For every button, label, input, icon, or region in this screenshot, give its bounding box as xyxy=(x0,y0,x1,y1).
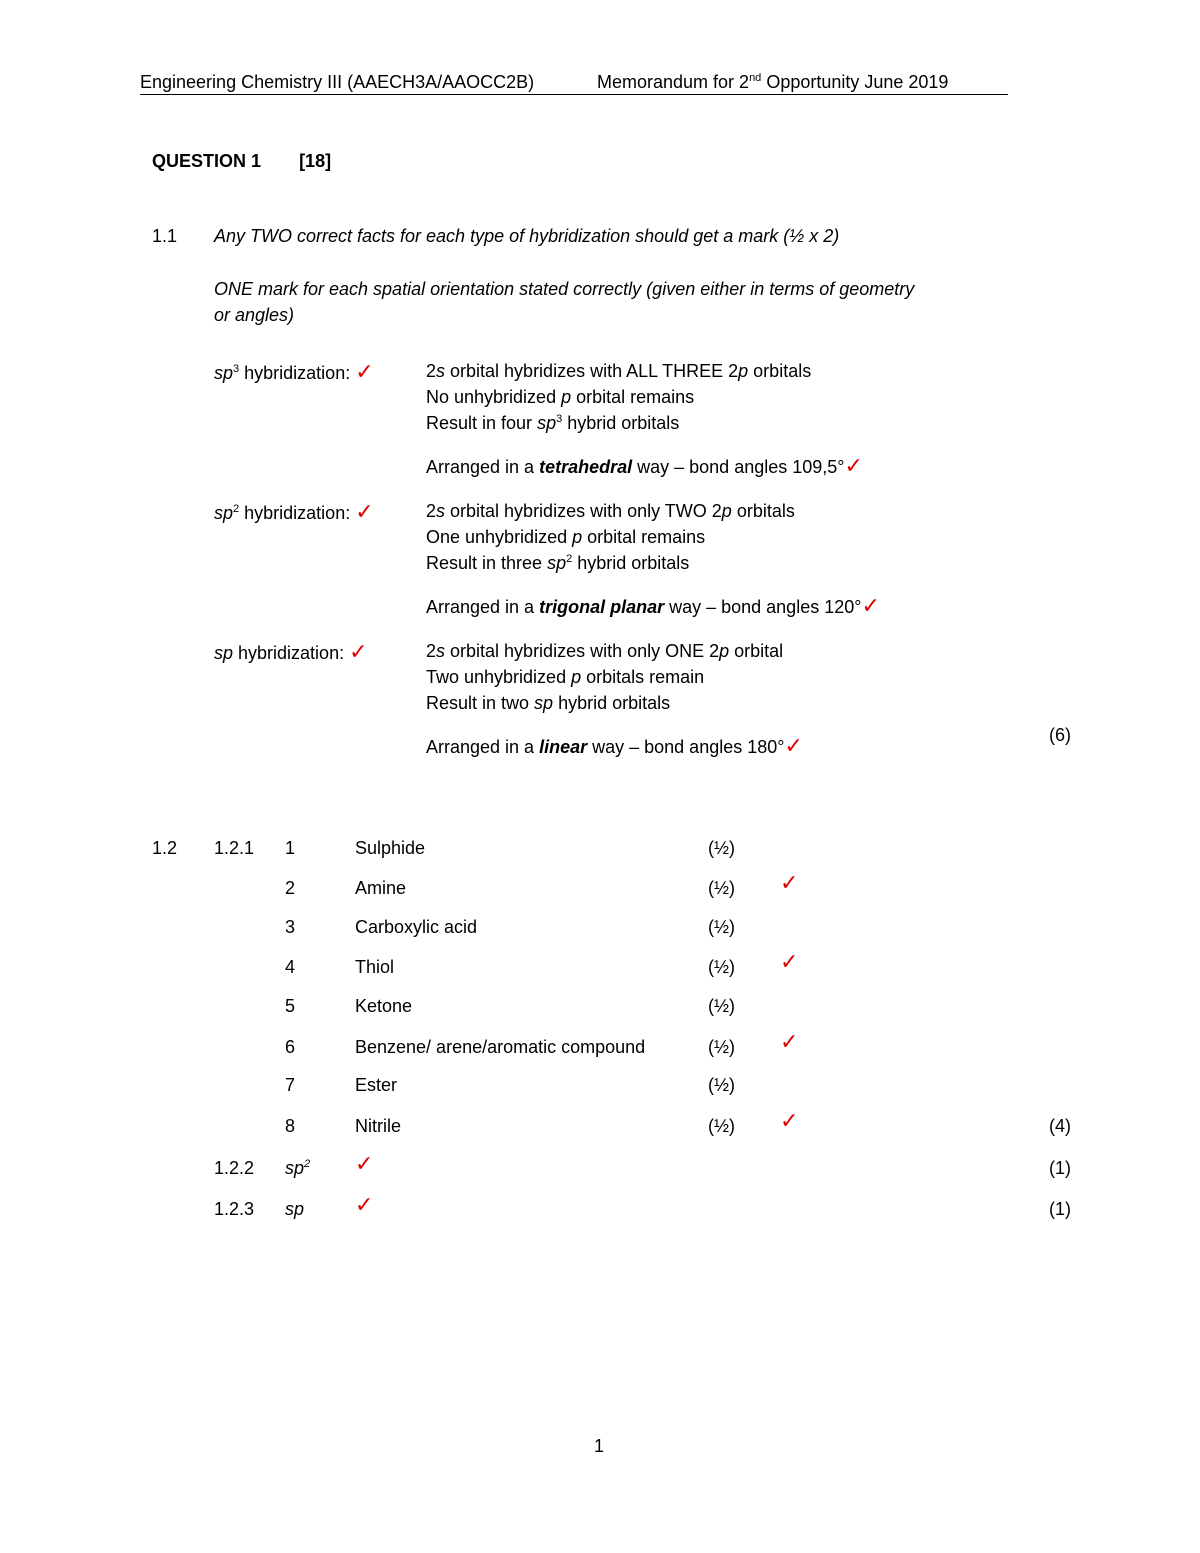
hybridization-fact: 2s orbital hybridizes with ALL THREE 2p orbitals xyxy=(426,361,812,381)
item-number: 4 xyxy=(285,957,296,977)
item-mark: (½) xyxy=(708,1037,735,1057)
item-name: Nitrile xyxy=(355,1116,402,1136)
q1-2-1-number: 1.2.1 xyxy=(214,838,255,858)
item-name: Amine xyxy=(355,878,407,898)
hybridization-fact: No unhybridized p orbital remains xyxy=(426,387,695,407)
page-header xyxy=(140,72,1008,96)
item-name: Sulphide xyxy=(355,838,426,858)
check-icon: ✓ xyxy=(355,1192,374,1217)
question-marks: [18] xyxy=(299,151,332,171)
item-mark: (½) xyxy=(708,996,735,1016)
q1-2-3-answer: sp xyxy=(285,1199,305,1219)
hybridization-geometry: Arranged in a tetrahedral way – bond angles 109,5°✓ xyxy=(426,453,863,478)
item-name: Ketone xyxy=(355,996,413,1016)
item-name: Thiol xyxy=(355,957,395,977)
item-number: 8 xyxy=(285,1116,296,1136)
item-mark: (½) xyxy=(708,957,735,977)
q1-1-instruction-2a: ONE mark for each spatial orientation stated correctly (given either in terms of geometry xyxy=(214,279,915,299)
hybridization-label: $sp^3$ hybridization: ✓ xyxy=(214,359,374,384)
page-number: 1 xyxy=(594,1436,605,1456)
q1-2-2-total: (1) xyxy=(1049,1158,1071,1178)
question-title: QUESTION 1 [18] xyxy=(152,151,332,171)
q1-2-1-total: (4) xyxy=(1049,1116,1071,1136)
item-number: 1 xyxy=(285,838,296,858)
check-icon: ✓ xyxy=(355,1151,374,1176)
hybridization-fact: 2s orbital hybridizes with only TWO 2p orbitals xyxy=(426,501,795,521)
hybridization-geometry: Arranged in a linear way – bond angles 180°✓ xyxy=(426,733,803,758)
q1-2-3-total: (1) xyxy=(1049,1199,1071,1219)
hybridization-fact: Result in four $sp^3$ hybrid orbitals xyxy=(426,413,680,433)
check-icon: ✓ xyxy=(349,639,368,664)
item-mark: (½) xyxy=(708,878,735,898)
header-rule xyxy=(140,94,1008,95)
item-name: Ester xyxy=(355,1075,398,1095)
q1-2-3-number: 1.2.3 xyxy=(214,1199,255,1219)
item-name: Benzene/ arene/aromatic compound xyxy=(355,1037,646,1057)
item-number: 5 xyxy=(285,996,296,1016)
check-icon: ✓ xyxy=(780,1108,799,1133)
q1-2-2-number: 1.2.2 xyxy=(214,1158,255,1178)
check-icon: ✓ xyxy=(844,453,863,478)
hybridization-fact: Result in three $sp^2$ hybrid orbitals xyxy=(426,553,690,573)
check-icon: ✓ xyxy=(780,870,799,895)
q1-1-instruction-2b: or angles) xyxy=(214,305,295,325)
check-icon: ✓ xyxy=(780,1029,799,1054)
hybridization-fact: Two unhybridized p orbitals remain xyxy=(426,667,705,687)
course-title: Engineering Chemistry III (AAECH3A/AAOCC2B) xyxy=(140,72,535,92)
hybridization-label: $sp^2$ hybridization: ✓ xyxy=(214,499,374,524)
check-icon: ✓ xyxy=(780,949,799,974)
q1-1-number: 1.1 xyxy=(152,226,178,246)
item-number: 3 xyxy=(285,917,296,937)
item-number: 7 xyxy=(285,1075,296,1095)
hybridization-fact: One unhybridized p orbital remains xyxy=(426,527,706,547)
item-number: 2 xyxy=(285,878,296,898)
q1-2-number: 1.2 xyxy=(152,838,178,858)
hybridization-fact: 2s orbital hybridizes with only ONE 2p orbital xyxy=(426,641,784,661)
hybridization-label: sp hybridization: ✓ xyxy=(214,639,368,664)
q1-1-total: (6) xyxy=(1049,725,1071,745)
item-mark: (½) xyxy=(708,838,735,858)
q1-1-instruction-1: Any TWO correct facts for each type of hybridization should get a mark (½ x 2) xyxy=(214,226,840,246)
item-mark: (½) xyxy=(708,1075,735,1095)
item-number: 6 xyxy=(285,1037,296,1057)
hybridization-geometry: Arranged in a trigonal planar way – bond angles 120°✓ xyxy=(426,593,880,618)
item-mark: (½) xyxy=(708,917,735,937)
check-icon: ✓ xyxy=(784,733,803,758)
item-name: Carboxylic acid xyxy=(355,917,478,937)
check-icon: ✓ xyxy=(355,499,374,524)
memo-title: Memorandum for 2nd Opportunity June 2019 xyxy=(597,72,949,92)
check-icon: ✓ xyxy=(355,359,374,384)
check-icon: ✓ xyxy=(861,593,880,618)
hybridization-fact: Result in two sp hybrid orbitals xyxy=(426,693,671,713)
q1-2-2-answer: $sp^2$ xyxy=(285,1158,311,1178)
item-mark: (½) xyxy=(708,1116,735,1136)
